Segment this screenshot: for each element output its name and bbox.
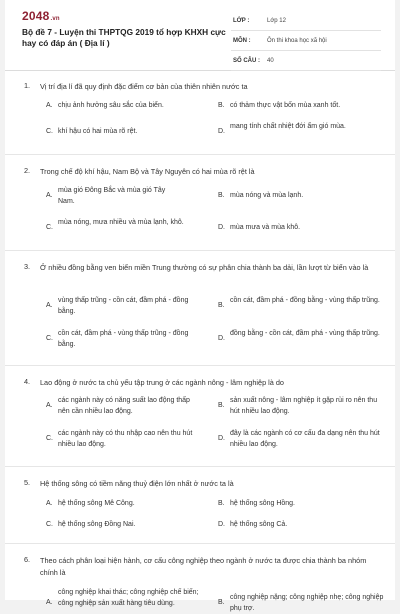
meta-question-count: SỐ CÂU : 40 — [231, 51, 381, 71]
question-4: 4. Lao động ở nước ta chủ yếu tập trung ở các ngành nông - lâm nghiệp là do A. các ngành này có năng suất lao động thấp nên cần nhiều lao động. B. sản xuất nông - lâm nghiệp ít gặp rủi ro nên thu hút nhiều lao động. C. các ngành này có thu nhập cao nên thu hút nhiều lao động. D. đây là các ngành có cơ cấu đa dạng nên thu hút nhiều lao động. — [5, 365, 395, 467]
document-header — [5, 0, 395, 71]
document-page — [5, 0, 395, 612]
question-5: 5. Hệ thống sông có tiềm năng thuỷ điện lớn nhất ở nước ta là A. hệ thống sông Mê Công. B. hệ thống sông Hồng. C. hệ thống sông Đồng Nai. D. hệ thống sông Cả. — [5, 466, 395, 544]
question-text: Vị trí địa lí đã quy định đặc điểm cơ bản của thiên nhiên nước ta — [40, 82, 248, 91]
document-title: Bộ đề 7 - Luyện thi THPTQG 2019 tổ hợp KHXH cực hay có đáp án ( Địa lí ) — [22, 27, 226, 48]
meta-subject: MÔN : Ôn thi khoa học xã hội — [231, 31, 381, 51]
question-number: 4. — [24, 377, 31, 386]
question-number: 3. — [24, 262, 31, 271]
question-text: Theo cách phân loại hiện hành, cơ cấu công nghiệp theo ngành ở nước ta được chia thành ba nhóm chính là — [40, 556, 367, 577]
question-1: 1. Vị trí địa lí đã quy định đặc điểm cơ bản của thiên nhiên nước ta A. chịu ảnh hưởng sâu sắc của biển. B. có thảm thực vật bốn mùa xanh tốt. C. khí hậu có hai mùa rõ rệt. D. mang tính chất nhiệt đới ẩm gió mùa. — [5, 70, 395, 154]
question-number: 2. — [24, 166, 31, 175]
question-2: 2. Trong chế độ khí hậu, Nam Bộ và Tây Nguyên có hai mùa rõ rệt là A. mùa gió Đông Bắc và mùa gió Tây Nam. B. mùa nóng và mùa lạnh. C. mùa nóng, mưa nhiều và mùa lạnh, khô. D. mùa mưa và mùa khô. — [5, 154, 395, 251]
question-3: 3. Ở nhiều đồng bằng ven biển miền Trung thường có sự phân chia thành ba dải, lần lượt từ biển vào là A. vùng thấp trũng - cồn cát, đầm phá - đồng bằng. B. cồn cát, đầm phá - đồng bằng - vùng thấp trũng. C. cồn cát, đầm phá - vùng thấp trũng - đồng bằng. D. đồng bằng - cồn cát, đầm phá - vùng thấp trũng. — [5, 250, 395, 366]
question-text: Ở nhiều đồng bằng ven biển miền Trung thường có sự phân chia thành ba dải, lần lượt từ biển vào là — [40, 263, 369, 272]
question-6: 6. Theo cách phân loại hiện hành, cơ cấu công nghiệp theo ngành ở nước ta được chia thành ba nhóm chính là A. công nghiệp khai thác; công nghiệp chế biến; công nghiệp sản xuất hàng tiêu dùng. B. công nghiệp nặng; công nghiệp nhẹ; công nghiệp phụ trợ. — [5, 543, 395, 601]
question-text: Hệ thống sông có tiềm năng thuỷ điện lớn nhất ở nước ta là — [40, 479, 234, 488]
meta-grade: LỚP : Lớp 12 — [231, 11, 381, 31]
question-number: 6. — [24, 555, 31, 564]
question-text: Trong chế độ khí hậu, Nam Bộ và Tây Nguyên có hai mùa rõ rệt là — [40, 167, 255, 176]
document-meta — [231, 11, 381, 71]
question-number: 1. — [24, 81, 31, 90]
site-logo[interactable]: 2048.vn — [22, 9, 60, 23]
question-number: 5. — [24, 478, 31, 487]
question-text: Lao động ở nước ta chủ yếu tập trung ở các ngành nông - lâm nghiệp là do — [40, 378, 284, 387]
